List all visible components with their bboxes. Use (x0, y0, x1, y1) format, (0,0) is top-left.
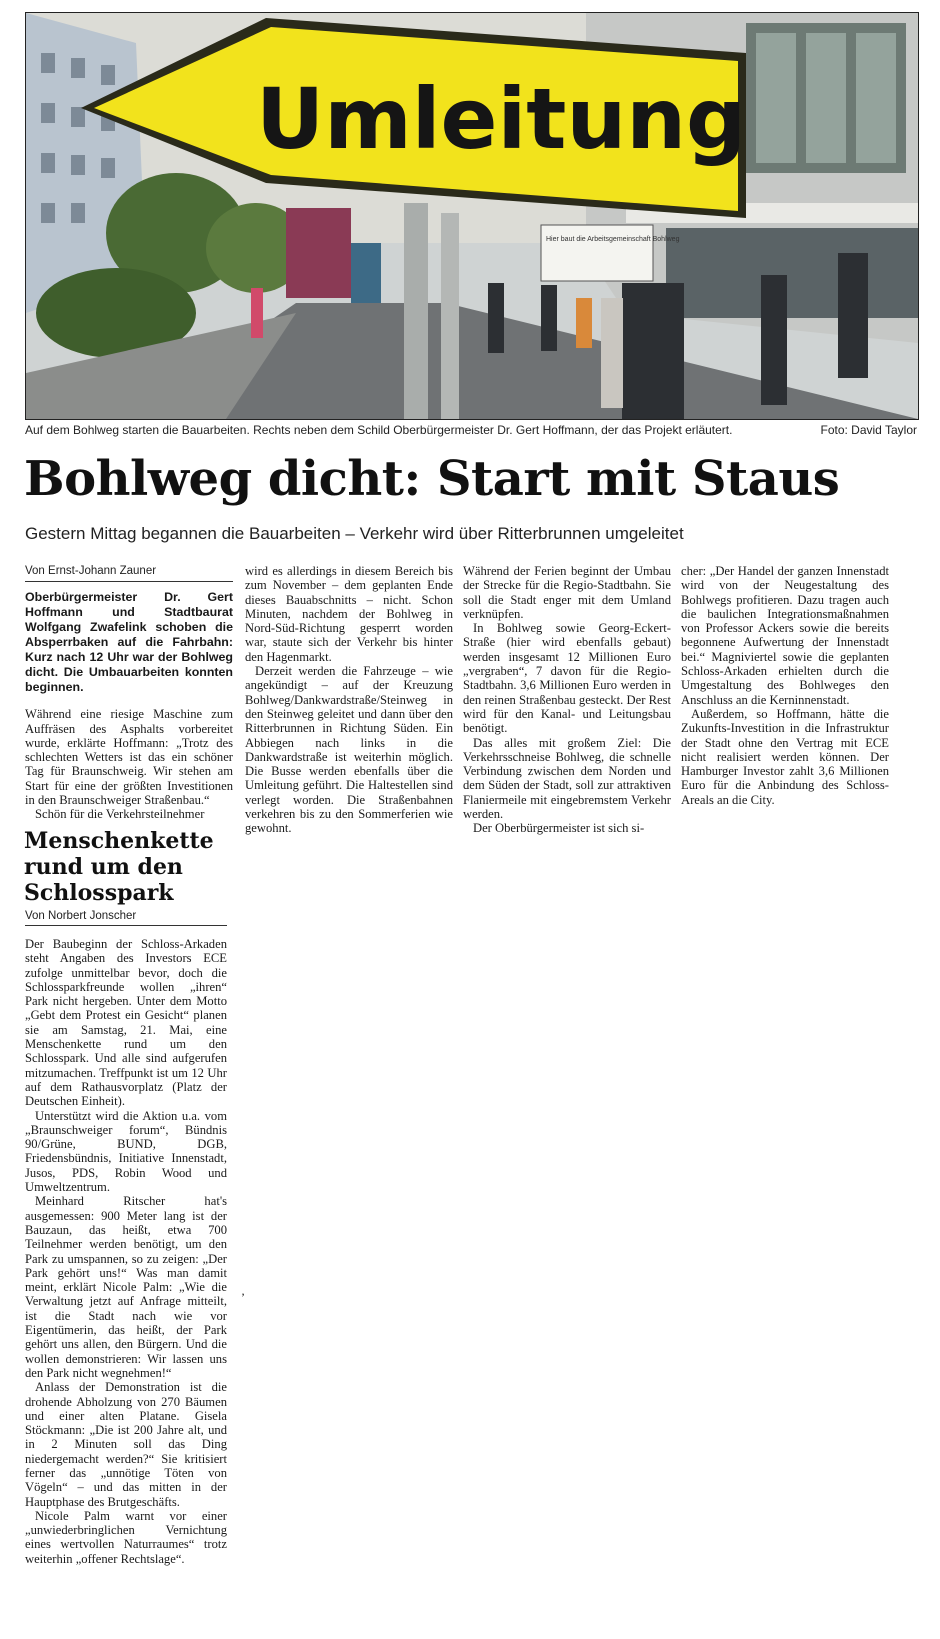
paragraph: Nicole Palm warnt vor einer „unwiederbringlichen Vernichtung eines wertvollen Naturraumes“ trotz weiterhin „offener Rechtslage“. (25, 1508, 227, 1566)
side-article-body (25, 937, 227, 1566)
main-headline: Bohlweg dicht: Start mit Staus (24, 451, 840, 507)
article-column-3 (463, 564, 671, 836)
paragraph: Außerdem, so Hoffmann, hätte die Zukunfts-Investition in die Infrastruktur der Stadt ohne den Vertrag mit ECE nicht realisiert werden können. Der Hamburger Investor zahlt 3,6 Millionen Euro für die Anbindung des Schloss-Areals an die City. (681, 706, 889, 807)
article-column-2 (245, 564, 453, 836)
paragraph: Während eine riesige Maschine zum Auffräsen des Asphalts vorbereitet wurde, erklärte Hoffmann: „Trotz des schlechten Wetters ist das ein schöner Tag für Braunschweig. Wir stehen am Start für eine der größten Investitionen in den Braunschweiger Straßenbau.“ (25, 707, 233, 808)
paragraph: In Bohlweg sowie Georg-Eckert-Straße (hier wird ebenfalls gebaut) werden insgesamt 12 Millionen Euro „vergraben“, 7 davon für die Regio-Stadtbahn. 3,6 Millionen Euro werden in den reinen Straßenbau gesteckt. Der Rest wird für den Kanal- und Leitungsbau benötigt. (463, 621, 671, 736)
photo-credit: Foto: David Taylor (820, 423, 917, 437)
paragraph: cher: „Der Handel der ganzen Innenstadt wird von der Neugestaltung des Bohlwegs profitieren. Dazu tragen auch die baulichen Integrationsmaßnahmen von Professor Ackers sowie die bereits begonnene Aufwertung der Innenstadt bei.“ Magniviertel sowie die geplanten Schloss-Arkaden erhielten durch die Umgestaltung des Bohlweges den Anschluss an die Kerninnenstadt. (681, 564, 889, 707)
article-photo (25, 12, 919, 420)
paragraph: Das alles mit großem Ziel: Die Verkehrsschneise Bohlweg, die schnelle Verbindung zwischen dem Norden und dem Süden der Stadt, soll zur attraktiven Flaniermeile mit eingebremstem Verkehr werden. (463, 735, 671, 822)
umleitung-sign-text: Umleitung (256, 70, 747, 168)
paragraph: Anlass der Demonstration ist die drohende Abholzung von 270 Bäumen und einer alten Platane. Gisela Stöckmann: „Die ist 200 Jahre alt, und in 2 Minuten soll das Ding niedergemacht werden?“ Sie kritisiert ferner das „unnötige Töten von Vögeln“ – und das mitten in der Hauptphase des Brutgeschäfts. (25, 1380, 227, 1509)
paragraph: Unterstützt wird die Aktion u.a. vom „Braunschweiger forum“, Bündnis 90/Grüne, BUND, DGB, Friedensbündnis, Initiative Innenstadt, Jusos, PDS, Robin Wood und Umweltzentrum. (25, 1108, 227, 1195)
photo-illustration (26, 13, 918, 419)
article-column-1 (25, 564, 233, 822)
main-byline: Von Ernst-Johann Zauner (25, 564, 233, 582)
stray-mark: ’ (241, 1290, 245, 1304)
paragraph: Der Baubeginn der Schloss-Arkaden steht Angaben des Investors ECE zufolge unmittelbar bevor, doch die Schlossparkfreunde wollen „ihren“ Park nicht hergeben. Unter dem Motto „Gebt dem Protest ein Gesicht“ planen sie am Samstag, 21. Mai, eine Menschenkette rund um den Schlosspark. Und alle sind aufgerufen mitzumachen. Treffpunkt ist um 12 Uhr auf dem Rathausvorplatz (Platz der Deutschen Einheit). (25, 937, 227, 1109)
small-sign-text: Hier baut die Arbeitsgemeinschaft Bohlweg (546, 236, 680, 243)
article-column-4 (681, 564, 889, 807)
paragraph: Derzeit werden die Fahrzeuge – wie angekündigt – auf der Kreuzung Bohlweg/Dankwardstraße/Steinweg in den Steinweg geleitet und dann über den Ritterbrunnen in Richtung Süden. Ein Abbiegen nach links in die Dankwardstraße ist weiterhin möglich. Die Busse werden ebenfalls über die Umleitung geführt. Die Haltestellen sind verlegt worden. Die Straßenbahnen verkehren bis zu den Sommerferien wie gewohnt. (245, 664, 453, 836)
side-byline: Von Norbert Jonscher (25, 910, 227, 926)
paragraph: Meinhard Ritscher hat's ausgemessen: 900 Meter lang ist der Bauzaun, das heißt, etwa 700 Teilnehmer werden benötigt, um den Park zu umspannen, so zu zeigen: „Der Park gehört uns!“ Was man damit meint, erklärt Nicole Palm: „Wie die Verwaltung jetzt auf Anfrage mitteilt, ist die Stadt nach wie vor Eigentümerin, das heißt, der Park gehört uns allen, den Bürgern. Und die wollen demonstrieren: Wir lassen uns den Park nicht wegnehmen!“ (25, 1194, 227, 1380)
paragraph: Schön für die Verkehrsteilnehmer (35, 807, 205, 822)
paragraph: Während der Ferien beginnt der Umbau der Strecke für die Regio-Stadtbahn. Sie soll die Stadt enger mit dem Umland verknüpfen. (463, 564, 671, 621)
subheadline: Gestern Mittag begannen die Bauarbeiten – Verkehr wird über Ritterbrunnen umgeleitet (25, 524, 684, 543)
caption-text: Auf dem Bohlweg starten die Bauarbeiten. Rechts neben dem Schild Oberbürgermeister Dr. Gert Hoffmann, der das Projekt erläutert. (25, 423, 733, 437)
paragraph: wird es allerdings in diesem Bereich bis zum November – dem geplanten Ende dieses Bauabschnitts – nicht. Schon Minuten, nachdem der Bohlweg in Nord-Süd-Richtung gesperrt worden war, staute sich der Verkehr bis hinter den Hagenmarkt. (245, 564, 453, 664)
side-headline: Menschenkette rund um den Schlosspark (24, 828, 214, 906)
article-lead: Oberbürgermeister Dr. Gert Hoffmann und Stadtbaurat Wolfgang Zwafelink schoben die Absperrbaken auf die Fahrbahn: Kurz nach 12 Uhr war der Bohlweg dicht. Die Umbauarbeiten konnten beginnen. (25, 590, 233, 695)
photo-caption (25, 423, 917, 437)
paragraph: Der Oberbürgermeister ist sich si- (473, 821, 645, 836)
